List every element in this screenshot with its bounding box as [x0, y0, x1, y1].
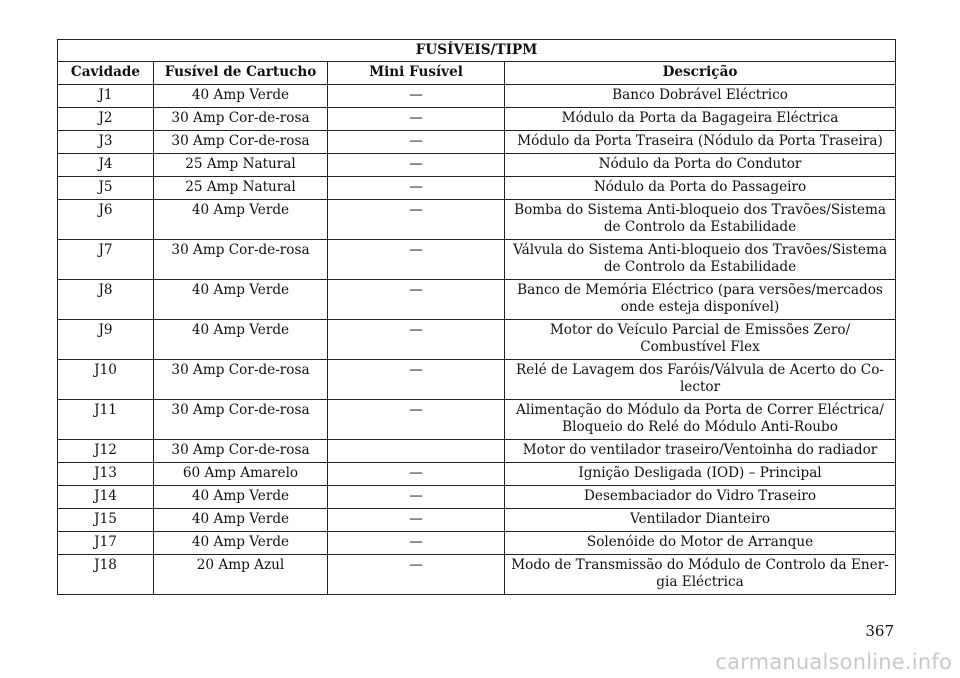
cell-cavity: J14 [58, 486, 154, 509]
table-row [58, 440, 896, 463]
cell-cartridge-fuse: 60 Amp Amarelo [154, 463, 328, 486]
header-mini-fuse: Mini Fusível [328, 62, 505, 85]
cell-description: Bomba do Sistema Anti-bloqueio dos Travões/Sistema de Controlo da Estabilidade [505, 200, 896, 240]
cell-cartridge-fuse: 20 Amp Azul [154, 555, 328, 595]
cell-cavity: J5 [58, 177, 154, 200]
cell-cartridge-fuse: 40 Amp Verde [154, 320, 328, 360]
cell-cartridge-fuse: 30 Amp Cor-de-rosa [154, 108, 328, 131]
cell-description: Válvula do Sistema Anti-bloqueio dos Travões/Sistema de Controlo da Estabilidade [505, 240, 896, 280]
cell-mini-fuse: — [328, 108, 505, 131]
table-row [58, 240, 896, 280]
cell-cavity: J18 [58, 555, 154, 595]
table-body [58, 85, 896, 595]
cell-cavity: J11 [58, 400, 154, 440]
cell-description: Desembaciador do Vidro Traseiro [505, 486, 896, 509]
cell-cavity: J2 [58, 108, 154, 131]
cell-cavity: J9 [58, 320, 154, 360]
table-header-row [58, 62, 896, 85]
cell-mini-fuse: — [328, 280, 505, 320]
cell-description: Módulo da Porta da Bagageira Eléctrica [505, 108, 896, 131]
table-row [58, 360, 896, 400]
cell-mini-fuse: — [328, 177, 505, 200]
cell-description: Banco Dobrável Eléctrico [505, 85, 896, 108]
table-row [58, 532, 896, 555]
cell-mini-fuse: — [328, 509, 505, 532]
cell-cavity: J1 [58, 85, 154, 108]
cell-cavity: J15 [58, 509, 154, 532]
cell-cavity: J4 [58, 154, 154, 177]
table-row [58, 509, 896, 532]
table-row [58, 108, 896, 131]
cell-mini-fuse: — [328, 532, 505, 555]
table-row [58, 154, 896, 177]
cell-mini-fuse: — [328, 200, 505, 240]
cell-cartridge-fuse: 25 Amp Natural [154, 154, 328, 177]
cell-description: Motor do Veículo Parcial de Emissões Zero/ Combustível Flex [505, 320, 896, 360]
cell-mini-fuse: — [328, 85, 505, 108]
cell-mini-fuse: — [328, 360, 505, 400]
cell-description: Solenóide do Motor de Arranque [505, 532, 896, 555]
cell-description: Nódulo da Porta do Passageiro [505, 177, 896, 200]
table-row [58, 131, 896, 154]
table-row [58, 320, 896, 360]
table-row [58, 463, 896, 486]
header-description: Descrição [505, 62, 896, 85]
cell-mini-fuse [328, 440, 505, 463]
table-title-row [58, 40, 896, 62]
cell-mini-fuse: — [328, 154, 505, 177]
cell-description: Banco de Memória Eléctrico (para versões/mercados onde esteja disponível) [505, 280, 896, 320]
table-row [58, 486, 896, 509]
cell-description: Modo de Transmissão do Módulo de Controlo da Ener- gia Eléctrica [505, 555, 896, 595]
cell-cartridge-fuse: 40 Amp Verde [154, 509, 328, 532]
cell-cartridge-fuse: 30 Amp Cor-de-rosa [154, 440, 328, 463]
cell-cavity: J8 [58, 280, 154, 320]
cell-cartridge-fuse: 40 Amp Verde [154, 486, 328, 509]
cell-cavity: J13 [58, 463, 154, 486]
cell-cartridge-fuse: 40 Amp Verde [154, 280, 328, 320]
table-row [58, 555, 896, 595]
cell-cartridge-fuse: 40 Amp Verde [154, 85, 328, 108]
cell-cartridge-fuse: 40 Amp Verde [154, 532, 328, 555]
cell-mini-fuse: — [328, 320, 505, 360]
cell-cavity: J6 [58, 200, 154, 240]
cell-description: Módulo da Porta Traseira (Nódulo da Porta Traseira) [505, 131, 896, 154]
table-row [58, 200, 896, 240]
cell-cartridge-fuse: 30 Amp Cor-de-rosa [154, 400, 328, 440]
cell-cartridge-fuse: 25 Amp Natural [154, 177, 328, 200]
table-row [58, 177, 896, 200]
cell-cartridge-fuse: 30 Amp Cor-de-rosa [154, 240, 328, 280]
header-cavity: Cavidade [58, 62, 154, 85]
cell-mini-fuse: — [328, 555, 505, 595]
cell-description: Ventilador Dianteiro [505, 509, 896, 532]
cell-mini-fuse: — [328, 240, 505, 280]
cell-cartridge-fuse: 30 Amp Cor-de-rosa [154, 360, 328, 400]
cell-mini-fuse: — [328, 131, 505, 154]
cell-description: Alimentação do Módulo da Porta de Correr Eléctrica/ Bloqueio do Relé do Módulo Anti-Roubo [505, 400, 896, 440]
watermark-logo: carmanualsonline.info [715, 650, 952, 674]
cell-cartridge-fuse: 30 Amp Cor-de-rosa [154, 131, 328, 154]
cell-description: Relé de Lavagem dos Faróis/Válvula de Acerto do Co- lector [505, 360, 896, 400]
page-number: 367 [865, 622, 894, 640]
cell-mini-fuse: — [328, 463, 505, 486]
cell-cavity: J12 [58, 440, 154, 463]
fuse-table [57, 39, 896, 595]
table-row [58, 400, 896, 440]
cell-description: Motor do ventilador traseiro/Ventoinha do radiador [505, 440, 896, 463]
cell-description: Nódulo da Porta do Condutor [505, 154, 896, 177]
table-row [58, 280, 896, 320]
cell-cavity: J17 [58, 532, 154, 555]
cell-mini-fuse: — [328, 400, 505, 440]
header-cartridge-fuse: Fusível de Cartucho [154, 62, 328, 85]
cell-description: Ignição Desligada (IOD) – Principal [505, 463, 896, 486]
table-row [58, 85, 896, 108]
cell-cartridge-fuse: 40 Amp Verde [154, 200, 328, 240]
table-title: FUSÍVEIS/TIPM [58, 40, 896, 62]
cell-cavity: J3 [58, 131, 154, 154]
cell-cavity: J10 [58, 360, 154, 400]
cell-mini-fuse: — [328, 486, 505, 509]
cell-cavity: J7 [58, 240, 154, 280]
